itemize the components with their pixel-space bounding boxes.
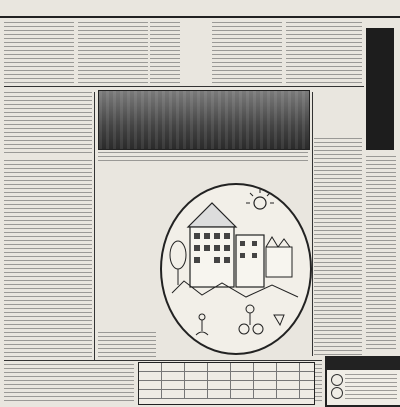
contents-title xyxy=(327,358,400,370)
table-row xyxy=(139,381,314,390)
table-row xyxy=(139,390,314,399)
article-column xyxy=(98,332,156,358)
contents-list xyxy=(345,374,397,402)
contents-item-marker xyxy=(331,387,343,399)
main-headline xyxy=(132,168,162,328)
statistics-table xyxy=(138,362,315,405)
series-title-box xyxy=(366,28,394,150)
article-column xyxy=(4,364,134,403)
article-column xyxy=(212,22,282,86)
contents-item-marker xyxy=(331,374,343,386)
article-column xyxy=(78,22,148,86)
table-row xyxy=(139,363,314,372)
article-column xyxy=(150,22,180,86)
article-column xyxy=(314,138,362,356)
masthead xyxy=(0,0,400,18)
contents-box xyxy=(325,356,400,407)
column-divider xyxy=(4,86,364,87)
article-column xyxy=(4,92,92,154)
factory-photo xyxy=(99,91,309,149)
sub-headline-detail xyxy=(94,208,108,330)
column-divider xyxy=(4,360,322,361)
city-illustration xyxy=(160,183,312,355)
article-column xyxy=(366,156,396,352)
banner-photo xyxy=(98,90,310,150)
article-column xyxy=(4,22,74,86)
sub-headline xyxy=(108,198,128,328)
table-row xyxy=(139,372,314,381)
column-divider xyxy=(312,92,313,356)
article-column xyxy=(98,152,308,162)
article-column xyxy=(314,360,322,403)
article-column xyxy=(286,22,362,86)
article-column xyxy=(4,160,92,360)
housing-drawing xyxy=(162,185,310,353)
